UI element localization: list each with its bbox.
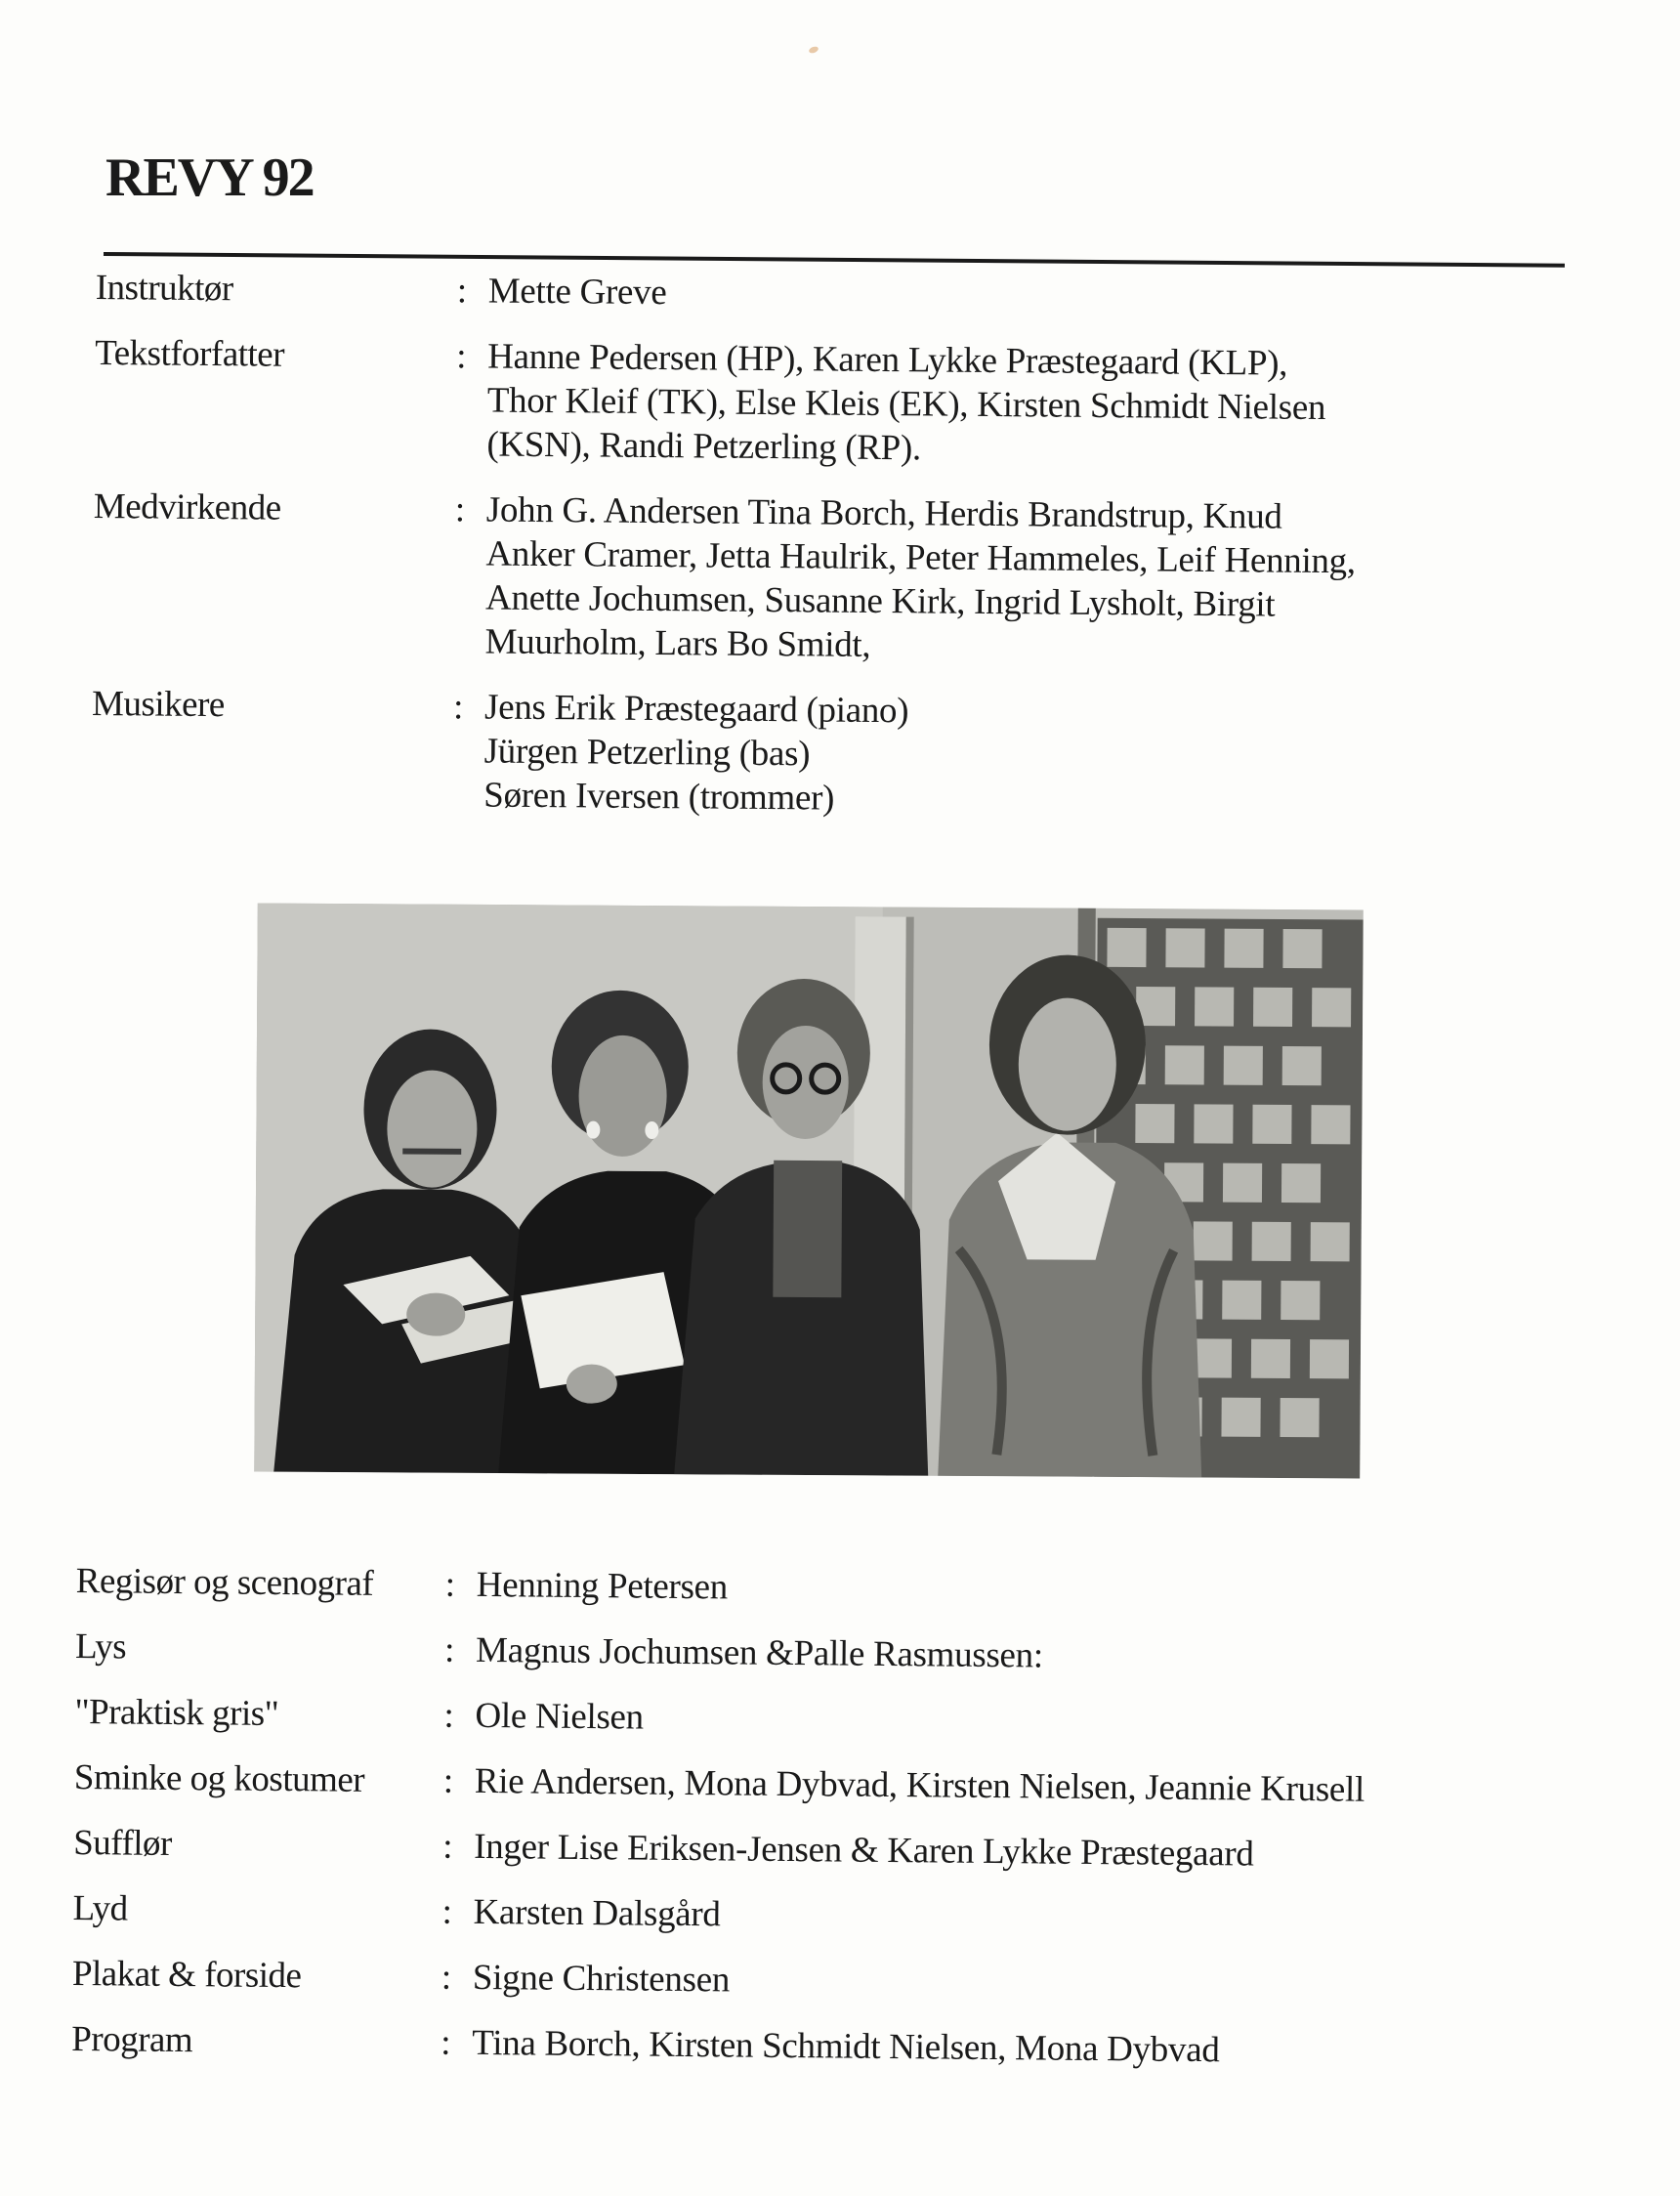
credit-label: Medvirkende [93, 486, 281, 528]
credit-row-sufflor [73, 1821, 1577, 1880]
credit-label: Plakat & forside [71, 1953, 302, 1997]
credit-label: Lys [74, 1626, 127, 1668]
credit-row-plakat [72, 1952, 1576, 2011]
credit-label: Program [71, 2018, 193, 2061]
credit-value [484, 487, 1567, 673]
credit-value: Rie Andersen, Mona Dybvad, Kirsten Nielsen, Jeannie Krusell [474, 1760, 1365, 1810]
cast-photo-illustration [254, 904, 1364, 1479]
credit-value: Henning Petersen [476, 1564, 729, 1608]
credit-row-lyd [72, 1886, 1576, 1946]
credit-value-line: Anette Jochumsen, Susanne Kirk, Ingrid Lysholt, Birgit [484, 577, 1276, 625]
credit-colon: : [442, 1760, 454, 1801]
credit-colon: : [443, 1629, 455, 1670]
credit-row-program [71, 2017, 1575, 2077]
credit-colon: : [454, 489, 466, 530]
credit-colon: : [443, 1695, 454, 1736]
credit-colon: : [441, 1891, 453, 1932]
credit-value [486, 335, 1568, 477]
credit-value: Tina Borch, Kirsten Schmidt Nielsen, Mona Dybvad [472, 2022, 1220, 2071]
credit-colon: : [444, 1564, 456, 1605]
credit-value-line: Jens Erik Præstegaard (piano) [483, 687, 909, 732]
credit-row-instruktor [96, 266, 1569, 322]
credit-value [488, 270, 1569, 323]
credit-label: Sminke og kostumer [73, 1756, 365, 1800]
credit-row-musikere [91, 682, 1565, 826]
credit-label: Tekstforfatter [95, 332, 285, 375]
title-divider [104, 252, 1565, 268]
cast-photo [254, 904, 1364, 1479]
credit-label: Musikere [91, 683, 226, 726]
credit-value-line: Søren Iversen (trommer) [483, 775, 835, 819]
credit-colon: : [456, 271, 468, 312]
top-credits-list [91, 266, 1569, 848]
credit-value: Karsten Dalsgård [473, 1891, 721, 1935]
credit-value-line: Muurholm, Lars Bo Smidt, [484, 621, 871, 665]
credit-label: Sufflør [73, 1822, 173, 1864]
credit-colon: : [456, 336, 467, 377]
credit-colon: : [441, 2022, 451, 2063]
credit-label: Lyd [72, 1887, 128, 1929]
credit-row-praktisk-gris [74, 1690, 1578, 1750]
credit-value: Signe Christensen [472, 1957, 731, 2001]
credit-value-line: (KSN), Randi Petzerling (RP). [486, 424, 922, 469]
credit-value-line: John G. Andersen Tina Borch, Herdis Brandstrup, Knud [485, 489, 1282, 537]
credit-row-tekstforfatter [94, 331, 1568, 476]
credit-label: "Praktisk gris" [74, 1691, 279, 1734]
bottom-credits-list [71, 1559, 1580, 2097]
credit-colon: : [441, 1957, 452, 1998]
credit-row-regisor [76, 1559, 1580, 1619]
credit-row-sminke [74, 1755, 1578, 1815]
credit-value [483, 685, 1565, 826]
credit-label: Instruktør [95, 267, 233, 310]
credit-value-line: Jürgen Petzerling (bas) [483, 731, 811, 775]
paper-speck [808, 45, 819, 54]
credit-value-line: Anker Cramer, Jetta Haulrik, Peter Hammeles, Leif Henning, [485, 533, 1356, 582]
credit-value-line: Mette Greve [487, 271, 667, 314]
credit-value: Magnus Jochumsen &Palle Rasmussen: [475, 1629, 1044, 1676]
page-title: REVY 92 [105, 148, 314, 208]
credit-colon: : [452, 687, 464, 728]
credit-row-lys [75, 1625, 1579, 1684]
credit-value: Ole Nielsen [475, 1695, 645, 1738]
credit-value: Inger Lise Eriksen-Jensen & Karen Lykke Præstegaard [473, 1826, 1254, 1875]
credit-row-medvirkende [92, 485, 1567, 673]
credit-value-line: Thor Kleif (TK), Else Kleis (EK), Kirsten Schmidt Nielsen [486, 380, 1326, 428]
credit-value-line: Hanne Pedersen (HP), Karen Lykke Præstegaard (KLP), [487, 336, 1288, 384]
credit-label: Regisør og scenograf [75, 1560, 374, 1604]
credit-colon: : [441, 1826, 453, 1867]
